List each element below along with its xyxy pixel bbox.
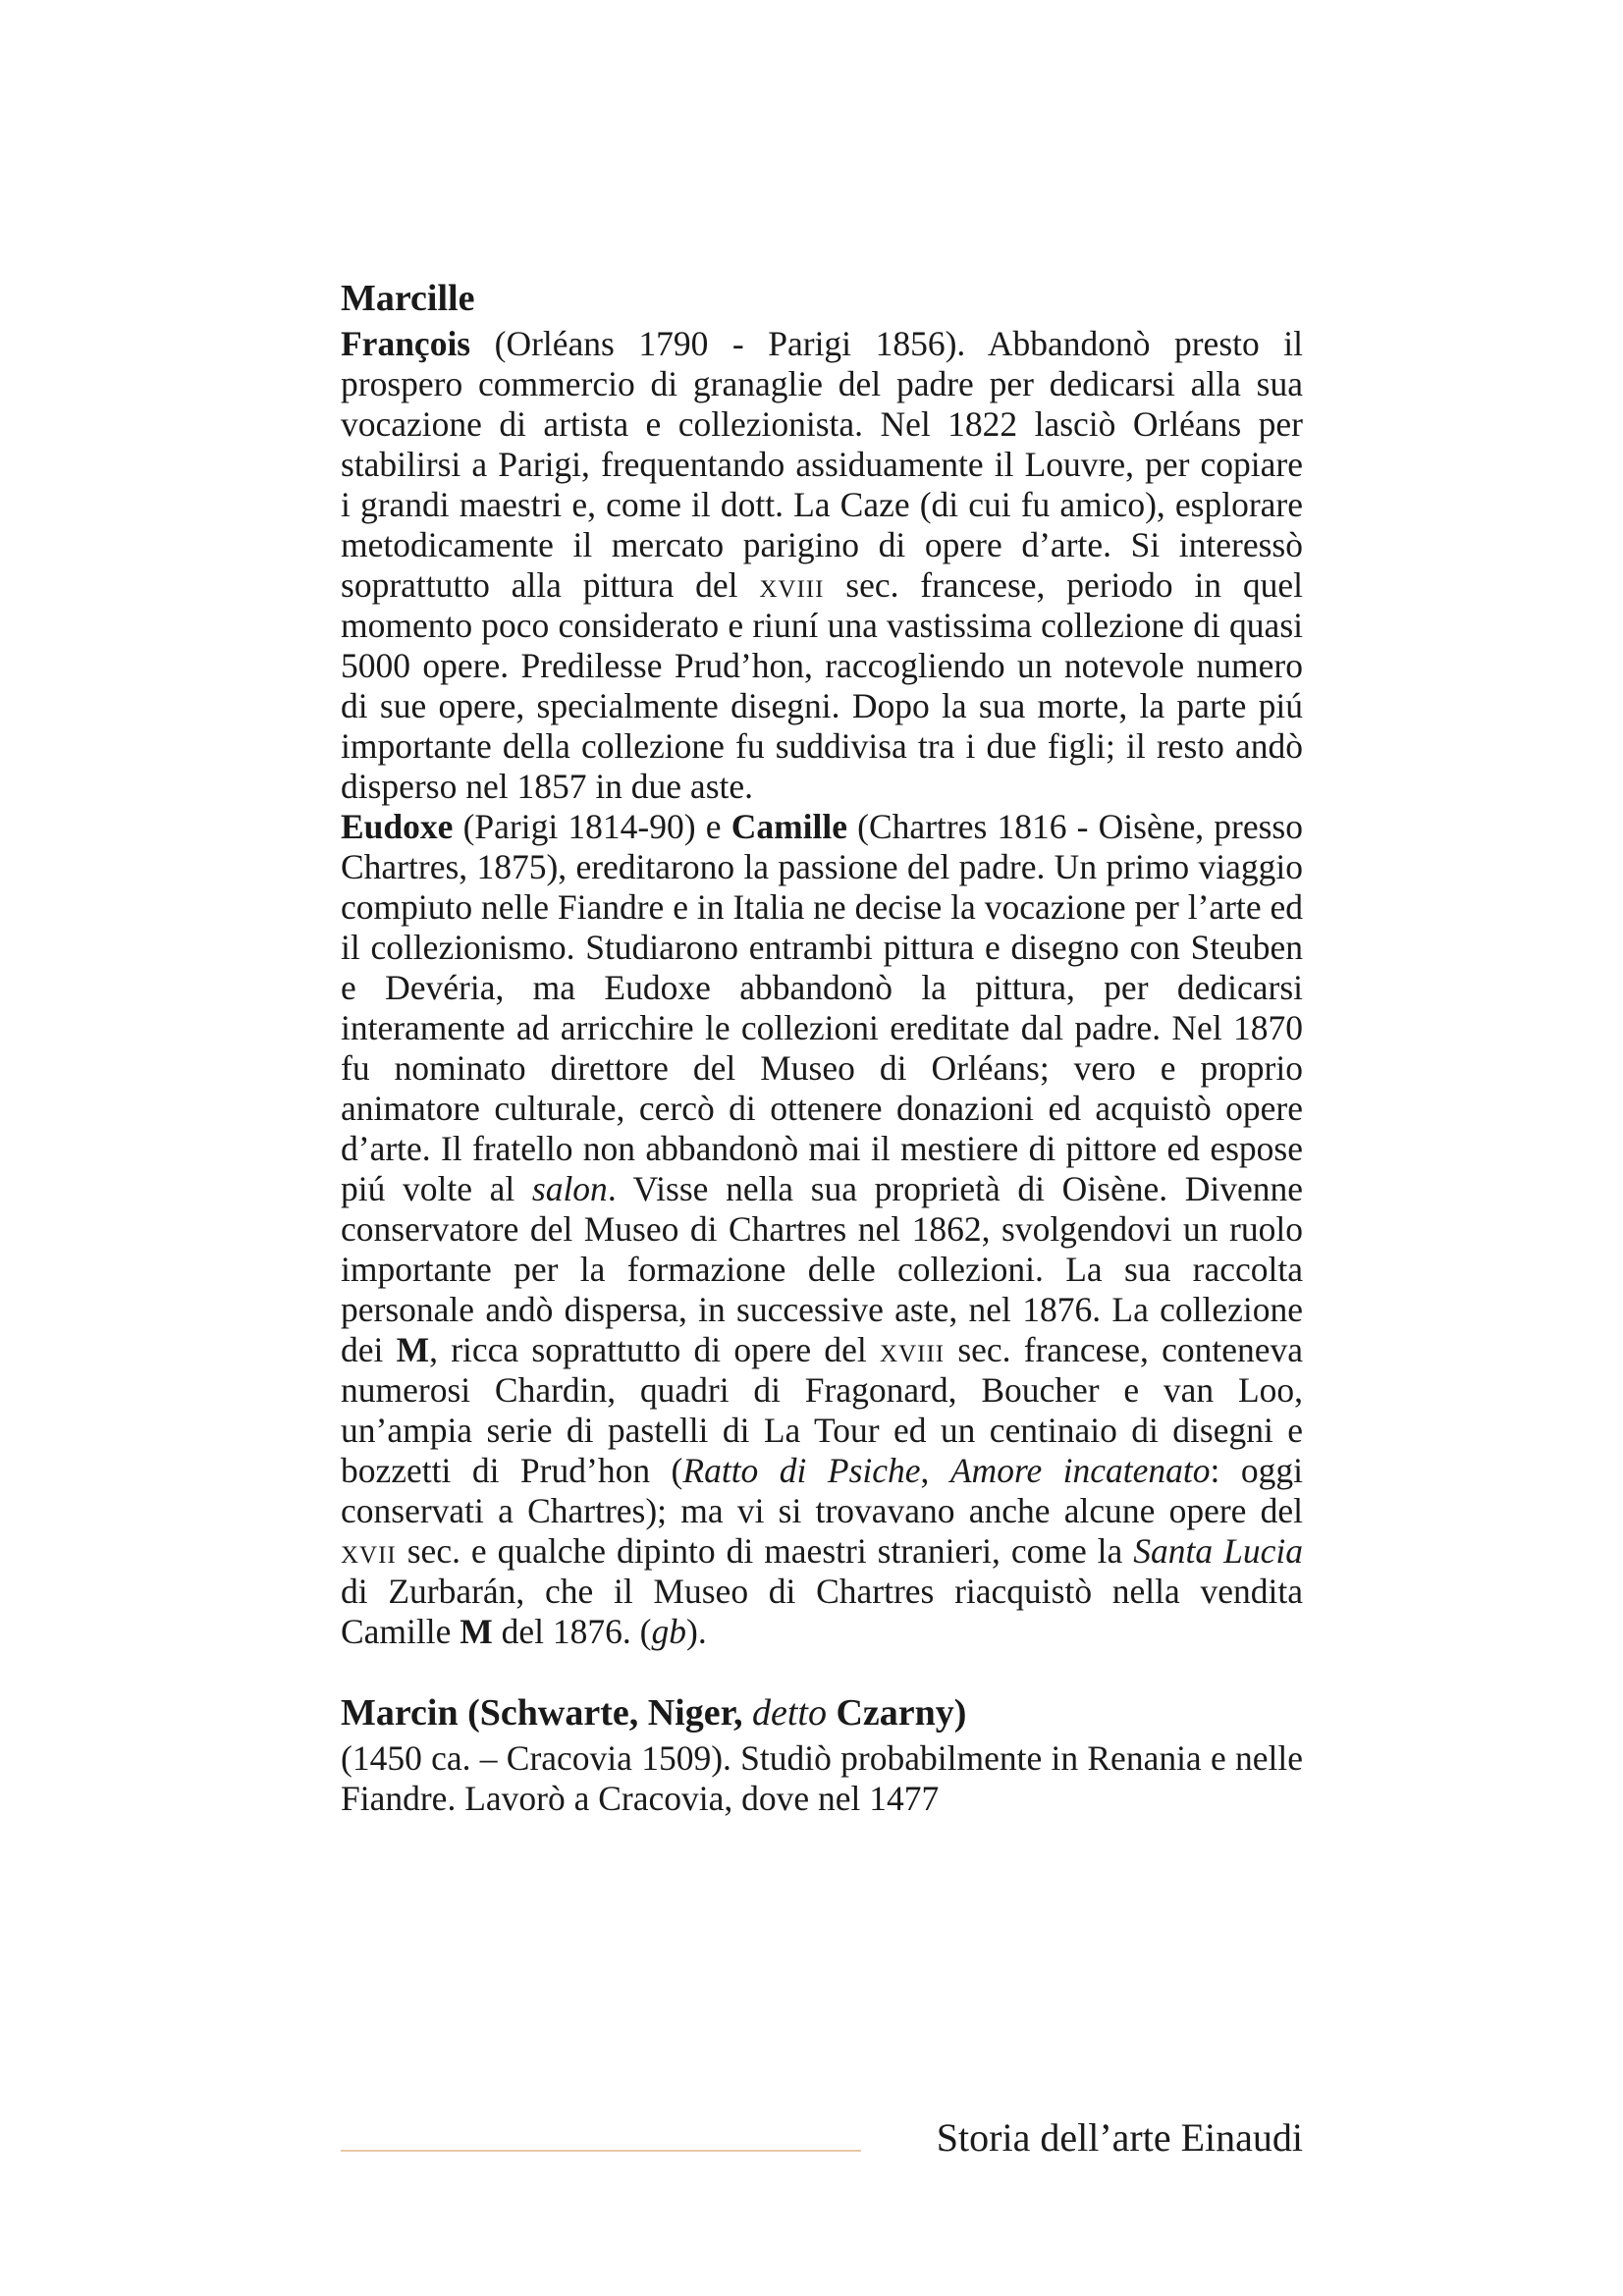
person-name-eudoxe: Eudoxe [341,807,454,846]
century-numeral: xviii [880,1330,946,1369]
abbreviation-m: M [396,1330,430,1369]
century-numeral: xviii [759,565,825,605]
page-body [341,275,1303,1819]
paragraph-text: sec. e qualche dipinto di maestri stranieri, come la [396,1531,1134,1571]
entry-paragraph-francois [341,324,1303,807]
paragraph-text: sec. francese, periodo in quel momento poco considerato e riuní una vastissima collezione di quasi 5000 opere. Predilesse Prud’hon, raccogliendo un notevole numero di sue opere, specialmente disegni. Dopo la sua morte, la parte piú importante della collezione fu suddivisa tra i due figli; il resto andò disperso nel 1857 in due aste. [341,565,1303,806]
paragraph-text: sec. francese, conteneva numerosi Chardin, quadri di Fragonard, Boucher e van Loo, un’ampia serie di pastelli di La Tour ed un centinaio di disegni e bozzetti di Prud’hon ( [341,1330,1304,1490]
entry-title-marcin [341,1689,1303,1736]
title-end: Czarny) [826,1692,967,1734]
title-main: Marcin (Schwarte, Niger, [341,1692,752,1734]
century-numeral: xvii [341,1531,397,1571]
abbreviation-m: M [460,1612,493,1651]
paragraph-text: , [920,1451,950,1490]
paragraph-text: . Visse nella sua proprietà di Oisène. Divenne conservatore del Museo di Chartres nel 1862, svolgendovi un ruolo importante per la formazione delle collezioni. La sua raccolta personale andò dispersa, in successive aste, nel 1876. La collezione dei [341,1169,1304,1369]
work-title: Amore incatenato [949,1451,1211,1490]
entry-paragraph-eudoxe-camille [341,807,1303,1652]
paragraph-text: : oggi conservati a Chartres); ma vi si trovavano anche alcune opere del [341,1451,1304,1530]
work-title: Santa Lucia [1133,1531,1304,1571]
paragraph-text: (Chartres 1816 - Oisène, presso Chartres, 1875), ereditarono la passione del padre. Un primo viaggio compiuto nelle Fiandre e in Italia ne decise la vocazione per l’arte ed il collezionismo. Studiarono entrambi pittura e disegno con Steuben e Devéria, ma Eudoxe abbandonò la pittura, per dedicarsi interamente ad arricchire le collezioni ereditate dal padre. Nel 1870 fu nominato direttore del Museo di Orléans; vero e proprio animatore culturale, cercò di ottenere donazioni ed acquistò opere d’arte. Il fratello non abbandonò mai il mestiere di pittore ed espose piú volte al [341,807,1303,1208]
entry-paragraph-marcin: (1450 ca. – Cracovia 1509). Studiò probabilmente in Renania e nelle Fiandre. Lavorò a Cracovia, dove nel 1477 [341,1738,1303,1818]
author-initials: gb [651,1612,686,1651]
italic-term-salon: salon [531,1169,608,1208]
entry-separator [341,1652,1303,1689]
paragraph-text: del 1876. ( [492,1612,652,1651]
paragraph-text: (Orléans 1790 - Parigi 1856). Abbandonò presto il prospero commercio di granaglie del padre per dedicarsi alla sua vocazione di artista e collezionista. Nel 1822 lasciò Orléans per stabilirsi a Parigi, frequentando assiduamente il Louvre, per copiare i grandi maestri e, come il dott. La Caze (di cui fu amico), esplorare metodicamente il mercato parigino di opere d’arte. Si interessò soprattutto alla pittura del [341,324,1303,605]
footer-publisher: Storia dell’arte Einaudi [936,2115,1303,2160]
entry-title-marcille: Marcille [341,278,475,319]
person-name-camille: Camille [730,807,847,846]
paragraph-text: (Parigi 1814-90) e [453,807,731,846]
title-italic: detto [751,1692,827,1734]
paragraph-text: ). [686,1612,707,1651]
footer-rule [341,2150,861,2152]
person-name-francois: François [341,324,471,363]
paragraph-text: , ricca soprattutto di opere del [429,1330,881,1369]
page-footer [341,2110,1303,2169]
work-title: Ratto di Psiche [682,1451,921,1490]
paragraph-text: di Zurbarán, che il Museo di Chartres riacquistò nella vendita Camille [341,1572,1303,1651]
